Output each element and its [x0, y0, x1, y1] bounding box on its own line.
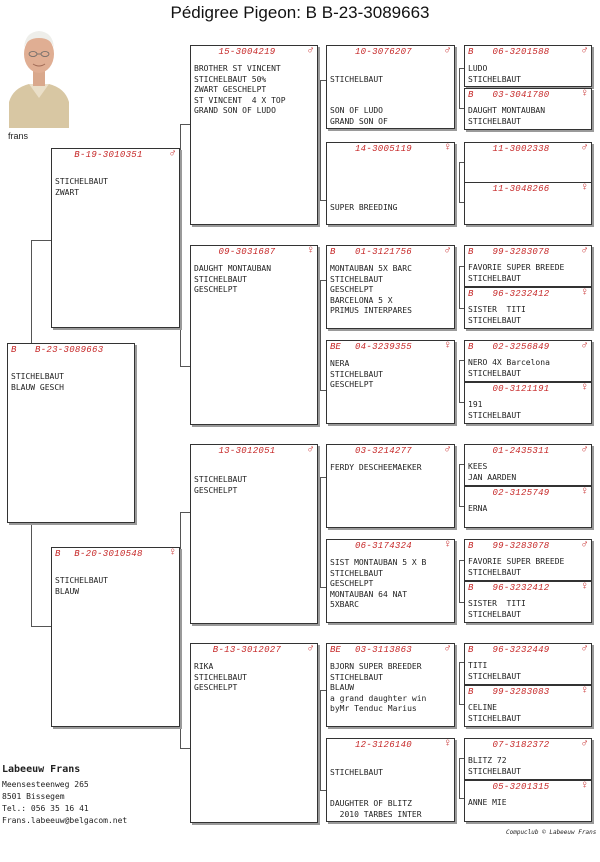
male-icon: ♂ — [307, 45, 314, 57]
pigeon-header — [194, 446, 314, 457]
ring-number: B-19-3010351 — [74, 150, 143, 160]
pigeon-header — [468, 342, 588, 353]
pigeon-card-ddsd[interactable] — [464, 685, 592, 727]
pigeon-info: RIKA STICHELBAUT GESCHELPT — [194, 662, 247, 692]
pigeon-info: TITI STICHELBAUT — [468, 661, 521, 681]
pigeon-info: NERO 4X Barcelona STICHELBAUT — [468, 358, 550, 378]
connector-line — [320, 477, 321, 587]
pigeon-header — [330, 144, 451, 155]
pigeon-info: SIST MONTAUBAN 5 X B STICHELBAUT GESCHELPT MONTAUBAN 64 NAT 5XBARC — [330, 558, 427, 609]
male-icon: ♂ — [444, 45, 451, 57]
pigeon-header — [468, 144, 588, 155]
female-icon: ♀ — [581, 88, 588, 100]
female-icon: ♀ — [169, 547, 176, 559]
page-title: Pédigree Pigeon: B B-23-3089663 — [170, 3, 430, 22]
pigeon-header — [468, 541, 588, 552]
pigeon-header — [55, 549, 176, 560]
pigeon-card-ddd[interactable] — [326, 738, 455, 822]
country-code: B — [11, 345, 17, 355]
pigeon-header — [468, 384, 588, 395]
pigeon-info: FAVORIE SUPER BREEDE STICHELBAUT — [468, 263, 565, 283]
ring-number: 99-3283078 — [492, 541, 550, 551]
pigeon-card-sire[interactable] — [51, 148, 180, 328]
pigeon-card-dsdd[interactable] — [464, 581, 592, 623]
country-code: BE — [330, 645, 341, 655]
female-icon: ♀ — [444, 142, 451, 154]
pigeon-header — [11, 345, 131, 356]
pigeon-info: NERA STICHELBAUT GESCHELPT — [330, 359, 383, 389]
female-icon: ♀ — [581, 382, 588, 394]
country-code: B — [330, 247, 336, 257]
pigeon-header — [330, 541, 451, 552]
male-icon: ♂ — [581, 245, 588, 257]
pigeon-card-sddd[interactable] — [464, 382, 592, 424]
male-icon: ♂ — [307, 643, 314, 655]
pigeon-info: DAUGHT MONTAUBAN STICHELBAUT GESCHELPT — [194, 264, 272, 294]
connector-line — [320, 690, 321, 790]
ring-number: 03-3041780 — [492, 90, 550, 100]
female-icon: ♀ — [581, 486, 588, 498]
pigeon-card-sssd[interactable] — [464, 88, 592, 130]
country-code: BE — [330, 342, 341, 352]
male-icon: ♂ — [581, 340, 588, 352]
owner-email[interactable]: Frans.labeeuw@belgacom.net — [2, 816, 128, 825]
connector-line — [320, 280, 321, 390]
ring-number: 14-3005119 — [354, 144, 412, 154]
pigeon-card-ds[interactable] — [190, 444, 318, 624]
pigeon-info: DAUGHT MONTAUBAN STICHELBAUT — [468, 106, 546, 126]
country-code: B — [468, 541, 474, 551]
ring-number: 04-3239355 — [354, 342, 412, 352]
pigeon-card-ddds[interactable] — [464, 738, 592, 780]
pigeon-header — [468, 687, 588, 698]
pigeon-card-ssss[interactable] — [464, 45, 592, 87]
pigeon-info: STICHELBAUT DAUGHTER OF BLITZ 2010 TARBES INTER — [330, 767, 422, 819]
owner-street: Meensesteenweg 265 — [2, 780, 89, 789]
ring-number: 96-3232412 — [492, 583, 550, 593]
female-icon: ♀ — [307, 245, 314, 257]
pigeon-header — [330, 247, 451, 258]
pigeon-header — [468, 446, 588, 457]
ring-number: 99-3283078 — [492, 247, 550, 257]
connector-line — [180, 124, 190, 125]
ring-number: 01-2435311 — [492, 446, 550, 456]
female-icon: ♀ — [581, 581, 588, 593]
male-icon: ♂ — [581, 539, 588, 551]
connector-line — [180, 366, 190, 367]
connector-line — [459, 360, 460, 402]
pigeon-card-dds[interactable] — [326, 643, 455, 727]
pigeon-card-ssdd[interactable] — [464, 182, 592, 225]
pigeon-card-sss[interactable] — [326, 45, 455, 129]
female-icon: ♀ — [444, 539, 451, 551]
pigeon-info: STICHELBAUT BLAUW GESCH — [11, 372, 64, 392]
pigeon-card-dddd[interactable] — [464, 780, 592, 822]
pigeon-header — [468, 90, 588, 101]
male-icon: ♂ — [444, 245, 451, 257]
pigeon-header — [194, 645, 314, 656]
pigeon-info: STICHELBAUT ZWART — [55, 177, 108, 197]
photo-label: frans — [8, 131, 29, 141]
pigeon-info: MONTAUBAN 5X BARC STICHELBAUT GESCHELPT BARCELONA 5 X PRIMUS INTERPARES — [330, 264, 412, 315]
owner-photo — [7, 14, 71, 128]
pigeon-card-sdsd[interactable] — [464, 287, 592, 329]
pigeon-header — [330, 446, 451, 457]
female-icon: ♀ — [581, 685, 588, 697]
pigeon-card-ssds[interactable] — [464, 142, 592, 183]
connector-line — [459, 662, 460, 704]
pigeon-card-sdd[interactable] — [326, 340, 455, 424]
pigeon-card-sds[interactable] — [326, 245, 455, 329]
pigeon-info: STICHELBAUT GESCHELPT — [194, 475, 247, 495]
male-icon: ♂ — [581, 738, 588, 750]
pigeon-info: ANNE MIE — [468, 798, 507, 807]
ring-number: 12-3126140 — [354, 740, 412, 750]
connector-line — [31, 626, 52, 627]
country-code: B — [468, 583, 474, 593]
ring-number: 11-3048266 — [492, 184, 550, 194]
male-icon: ♂ — [444, 643, 451, 655]
pigeon-info: STICHELBAUT SON OF LUDO GRAND SON OF — [330, 74, 388, 126]
owner-name: Labeeuw Frans — [2, 764, 81, 775]
country-code: B — [468, 687, 474, 697]
pigeon-info: BLITZ 72 STICHELBAUT — [468, 756, 521, 776]
female-icon: ♀ — [581, 182, 588, 194]
pigeon-header — [194, 247, 314, 258]
connector-line — [180, 512, 181, 748]
pigeon-header — [468, 247, 588, 258]
connector-line — [459, 162, 460, 202]
ring-number: 11-3002338 — [492, 144, 550, 154]
connector-line — [180, 512, 190, 513]
owner-city: 8501 Bissegem — [2, 792, 65, 801]
pigeon-card-sd[interactable] — [190, 245, 318, 425]
male-icon: ♂ — [581, 643, 588, 655]
ring-number: 02-3256849 — [492, 342, 550, 352]
male-icon: ♂ — [581, 45, 588, 57]
ring-number: 01-3121756 — [354, 247, 412, 257]
pigeon-info: SISTER TITI STICHELBAUT — [468, 599, 526, 619]
pigeon-card-dsds[interactable] — [464, 539, 592, 581]
country-code: B — [468, 342, 474, 352]
female-icon: ♀ — [444, 738, 451, 750]
pigeon-card-ssd[interactable] — [326, 142, 455, 225]
pigeon-info: SUPER BREEDING — [330, 203, 398, 212]
pigeon-card-dsd[interactable] — [326, 539, 455, 623]
owner-phone: Tel.: 056 35 16 41 — [2, 804, 89, 813]
connector-line — [459, 266, 460, 308]
pigeon-card-dd[interactable] — [190, 643, 318, 823]
ring-number: 96-3232412 — [492, 289, 550, 299]
male-icon: ♂ — [169, 148, 176, 160]
connector-line — [459, 560, 460, 602]
ring-number: 03-3113863 — [354, 645, 412, 655]
pigeon-header — [468, 782, 588, 793]
pigeon-info: LUDO STICHELBAUT — [468, 64, 521, 84]
pigeon-header — [330, 645, 451, 656]
pigeon-info: BJORN SUPER BREEDER STICHELBAUT BLAUW a grand daughter win byMr Tenduc Marius — [330, 662, 427, 713]
male-icon: ♂ — [581, 142, 588, 154]
connector-line — [459, 758, 460, 798]
female-icon: ♀ — [444, 340, 451, 352]
male-icon: ♂ — [581, 444, 588, 456]
ring-number: 09-3031687 — [218, 247, 276, 257]
pigeon-info: FAVORIE SUPER BREEDE STICHELBAUT — [468, 557, 565, 577]
country-code: B — [468, 90, 474, 100]
ring-number: B-23-3089663 — [35, 345, 104, 355]
pigeon-header — [468, 184, 588, 195]
ring-number: 02-3125749 — [492, 488, 550, 498]
female-icon: ♀ — [581, 780, 588, 792]
pigeon-header — [468, 740, 588, 751]
pigeon-header — [468, 47, 588, 58]
pigeon-info: 191 STICHELBAUT — [468, 400, 521, 420]
pigeon-card-dssd[interactable] — [464, 486, 592, 528]
pigeon-info: SISTER TITI STICHELBAUT — [468, 305, 526, 325]
connector-line — [459, 68, 460, 108]
male-icon: ♂ — [307, 444, 314, 456]
pigeon-card-sdds[interactable] — [464, 340, 592, 382]
ring-number: 96-3232449 — [492, 645, 550, 655]
female-icon: ♀ — [581, 287, 588, 299]
connector-line — [459, 464, 460, 506]
connector-line — [180, 748, 190, 749]
pigeon-card-dsss[interactable] — [464, 444, 592, 486]
pigeon-header — [468, 289, 588, 300]
pigeon-header — [55, 150, 176, 161]
male-icon: ♂ — [444, 444, 451, 456]
ring-number: 03-3214277 — [354, 446, 412, 456]
ring-number: B-13-3012027 — [212, 645, 282, 655]
connector-line — [31, 240, 52, 241]
pigeon-header — [330, 740, 451, 751]
ring-number: 06-3201588 — [492, 47, 550, 57]
pigeon-info: CELINE STICHELBAUT — [468, 703, 521, 723]
pigeon-card-ddss[interactable] — [464, 643, 592, 685]
ring-number: 00-3121191 — [492, 384, 550, 394]
pigeon-header — [468, 583, 588, 594]
ring-number: 06-3174324 — [354, 541, 412, 551]
pigeon-card-ss[interactable] — [190, 45, 318, 225]
country-code: B — [468, 247, 474, 257]
ring-number: 10-3076207 — [354, 47, 412, 57]
copyright-notice: Compuclub © Labeeuw Frans — [506, 829, 597, 836]
ring-number: 05-3201315 — [492, 782, 550, 792]
pigeon-header — [330, 47, 451, 58]
country-code: B — [468, 289, 474, 299]
country-code: B — [468, 645, 474, 655]
connector-line — [320, 80, 321, 200]
country-code: B — [468, 47, 474, 57]
ring-number: 13-3012051 — [218, 446, 276, 456]
pigeon-header — [330, 342, 451, 353]
pigeon-card-dss[interactable] — [326, 444, 455, 528]
ring-number: 99-3283083 — [492, 687, 550, 697]
pigeon-info: BROTHER ST VINCENT STICHELBAUT 50% ZWART GESCHELPT ST VINCENT 4 X TOP GRAND SON OF LUDO — [194, 64, 286, 115]
country-code: B — [55, 549, 61, 559]
pigeon-info: STICHELBAUT BLAUW — [55, 576, 108, 596]
pigeon-card-sdss[interactable] — [464, 245, 592, 287]
pigeon-card-main[interactable] — [7, 343, 135, 523]
pigeon-header — [468, 645, 588, 656]
pigeon-info: ERNA — [468, 504, 488, 513]
pigeon-header — [468, 488, 588, 499]
pigeon-header — [194, 47, 314, 58]
pigeon-info: KEES JAN AARDEN — [468, 462, 517, 482]
ring-number: 07-3182372 — [492, 740, 550, 750]
connector-line — [180, 124, 181, 366]
ring-number: B-20-3010548 — [74, 549, 143, 559]
pigeon-info: FERDY DESCHEEMAEKER — [330, 463, 422, 472]
pigeon-card-dam[interactable] — [51, 547, 180, 727]
ring-number: 15-3004219 — [218, 47, 276, 57]
